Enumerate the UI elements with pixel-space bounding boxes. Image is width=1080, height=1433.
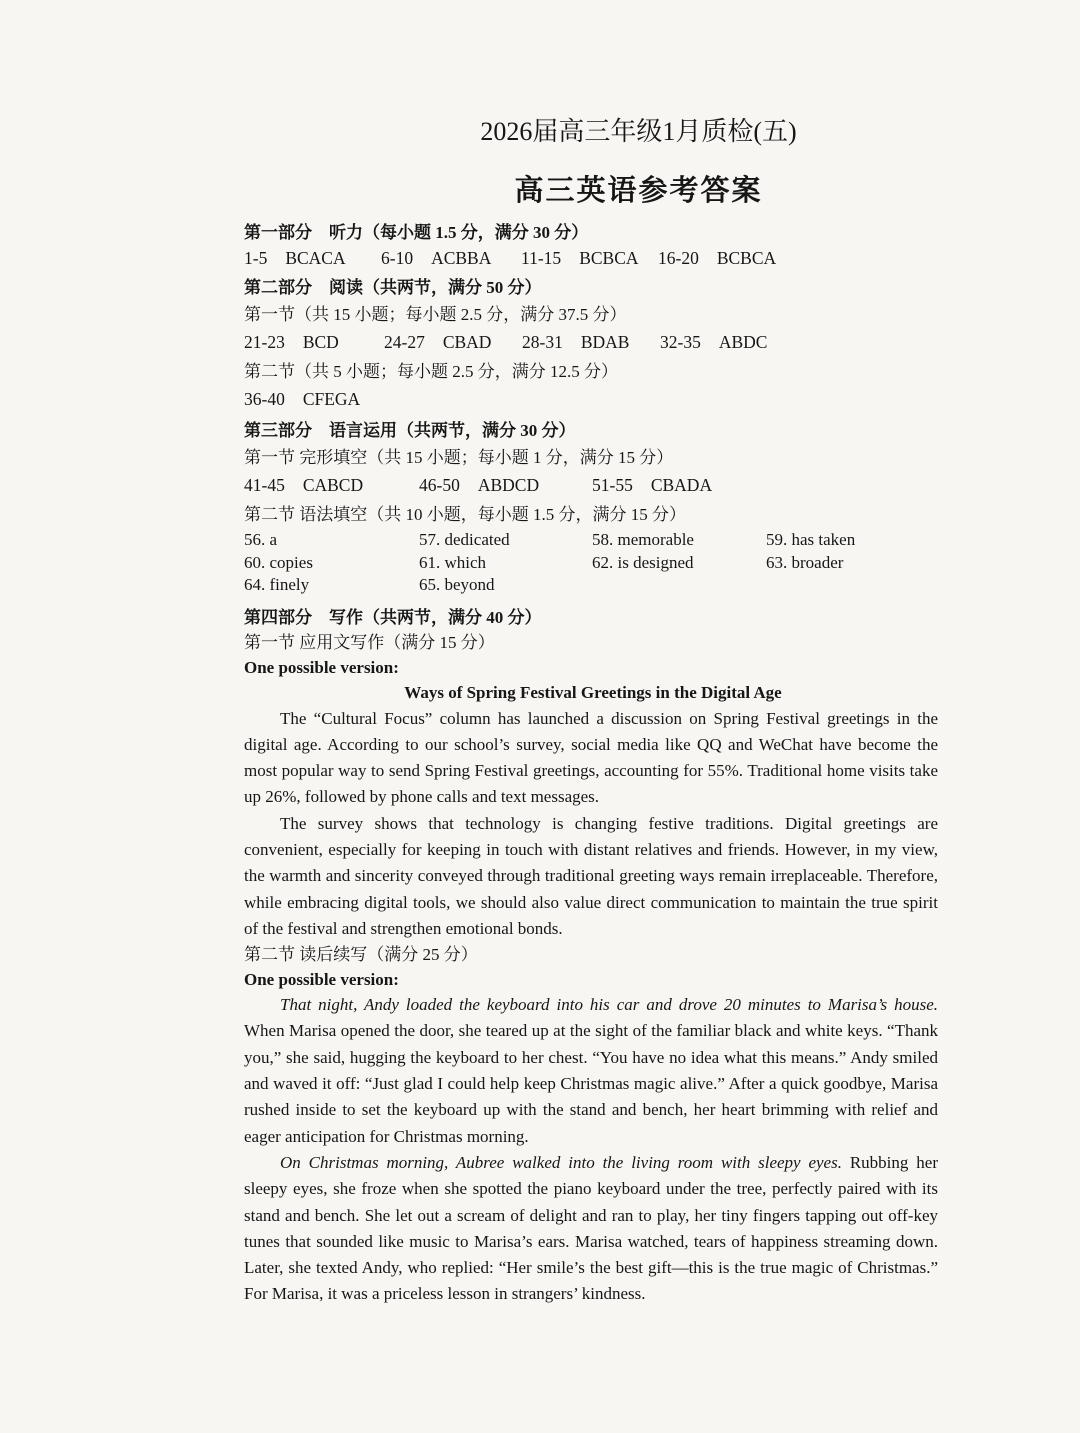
grammar-answer: 57. dedicated [419,530,510,549]
grammar-answer: 58. memorable [592,530,694,549]
answer-letters: CABCD [302,475,364,495]
question-range: 24-27 [384,332,425,352]
question-range: 36-40 [244,389,285,409]
answer-letters: BDAB [580,332,630,352]
part1-answer-row [244,245,938,271]
answer-letters: BCACA [285,248,346,268]
question-range: 51-55 [592,475,633,495]
answer-letters: ABDCD [477,475,540,495]
part3-section1-heading: 第一节 完形填空（共 15 小题；每小题 1 分，满分 15 分） [244,448,674,467]
question-range: 28-31 [522,332,563,352]
grammar-answer: 62. is designed [592,552,694,572]
version-label: One possible version: [244,657,399,677]
answer-group [244,384,360,414]
exam-title: 2026届高三年级1月质检(五) [480,117,797,146]
part3-section1-answer-row [244,470,938,500]
story-continuation: Rubbing her sleepy eyes, she froze when she spotted the piano keyboard under the tree, perfectly paired with its stand and bench. She let out a scream of delight and ran to play, her tiny fingers tapping out off-key tunes that sounded like music to Marisa’s ears. Marisa watched, tears of happiness streaming down. Later, she texted Andy, who replied: “Her smile’s the best gift—this is the true magic of Christmas.” For Marisa, it was a priceless lesson in strangers’ kindness. [244,1152,938,1304]
part4-heading: 第四部分 写作（共两节，满分 40 分） [244,607,542,627]
part1-heading: 第一部分 听力（每小题 1.5 分，满分 30 分） [244,223,589,242]
grammar-answer: 59. has taken [766,530,856,549]
question-range: 46-50 [419,475,460,495]
grammar-answer-grid [244,529,938,597]
answer-group [244,470,419,500]
answer-letters: CFEGA [302,389,361,409]
grammar-answer: 65. beyond [419,575,495,594]
story-lead-sentence: That night, Andy loaded the keyboard into his car and drove 20 minutes to Marisa’s house. [280,995,938,1015]
part2-section2-answer-row [244,384,938,414]
essay-paragraph: The survey shows that technology is changing festive traditions. Digital greetings are convenient, especially for keeping in touch with distant relatives and friends. However, in my view, the warmth and sincerity conveyed through traditional greeting ways remain irreplaceable. Therefore, while embracing digital tools, we should also value direct communication to maintain the true spirit of the festival and strengthen emotional bonds. [244,813,938,938]
grammar-answer: 56. a [244,530,278,549]
answer-group [384,327,522,357]
part4-section2-heading: 第二节 读后续写（满分 25 分） [244,945,478,965]
version-label: One possible version: [244,970,399,990]
question-range: 11-15 [521,248,562,268]
story-paragraph [244,992,938,1150]
document-body [244,112,938,1308]
grammar-answer: 60. copies [244,552,313,572]
question-range: 16-20 [658,248,699,268]
essay-title: Ways of Spring Festival Greetings in the Digital Age [404,682,782,702]
answer-letters: CBADA [650,475,713,495]
part2-section1-heading: 第一节（共 15 小题；每小题 2.5 分，满分 37.5 分） [244,305,627,324]
answer-group [244,245,381,271]
part2-section1-answer-row [244,327,938,357]
question-range: 32-35 [660,332,701,352]
essay-paragraph: The “Cultural Focus” column has launched a discussion on Spring Festival greetings in the digital age. According to our school’s survey, social media like QQ and WeChat have become the most popular way to send Spring Festival greetings, accounting for 55%. Traditional home visits take up 26%, followed by phone calls and text messages. [244,708,938,807]
part2-heading: 第二部分 阅读（共两节，满分 50 分） [244,278,542,297]
story-paragraph [244,1150,938,1308]
question-range: 6-10 [381,248,414,268]
answer-group [592,470,712,500]
answer-key-title: 高三英语参考答案 [514,175,763,207]
question-range: 1-5 [244,248,268,268]
answer-group [419,470,592,500]
answer-group [244,327,384,357]
grammar-answer: 61. which [419,552,487,572]
answer-letters: CBAD [442,332,492,352]
answer-group [660,327,767,357]
grammar-answer: 64. finely [244,575,310,594]
part4-section1-heading: 第一节 应用文写作（满分 15 分） [244,632,495,652]
part2-section2-heading: 第二节（共 5 小题；每小题 2.5 分，满分 12.5 分） [244,362,618,381]
answer-letters: BCBCA [579,248,639,268]
answer-group [522,327,660,357]
answer-letters: BCBCA [716,248,777,268]
question-range: 21-23 [244,332,285,352]
part3-heading: 第三部分 语言运用（共两节，满分 30 分） [244,421,576,440]
answer-group [521,245,658,271]
grammar-answer: 63. broader [766,552,844,572]
part3-section2-heading: 第二节 语法填空（共 10 小题，每小题 1.5 分，满分 15 分） [244,505,686,524]
answer-letters: BCD [302,332,339,352]
answer-letters: ABDC [718,332,768,352]
story-lead-sentence: On Christmas morning, Aubree walked into the living room with sleepy eyes. [280,1152,842,1172]
answer-group [658,245,776,271]
story-continuation: When Marisa opened the door, she teared up at the sight of the familiar black and white keys. “Thank you,” she said, hugging the keyboard to her chest. “You have no idea what this means.” Andy smiled and waved it off: “Just glad I could help keep Christmas magic alive.” After a quick goodbye, Marisa rushed inside to set the keyboard up with the stand and bench, her heart brimming with relief and eager anticipation for Christmas morning. [244,1021,938,1146]
question-range: 41-45 [244,475,285,495]
answer-group [381,245,521,271]
answer-letters: ACBBA [431,248,492,268]
